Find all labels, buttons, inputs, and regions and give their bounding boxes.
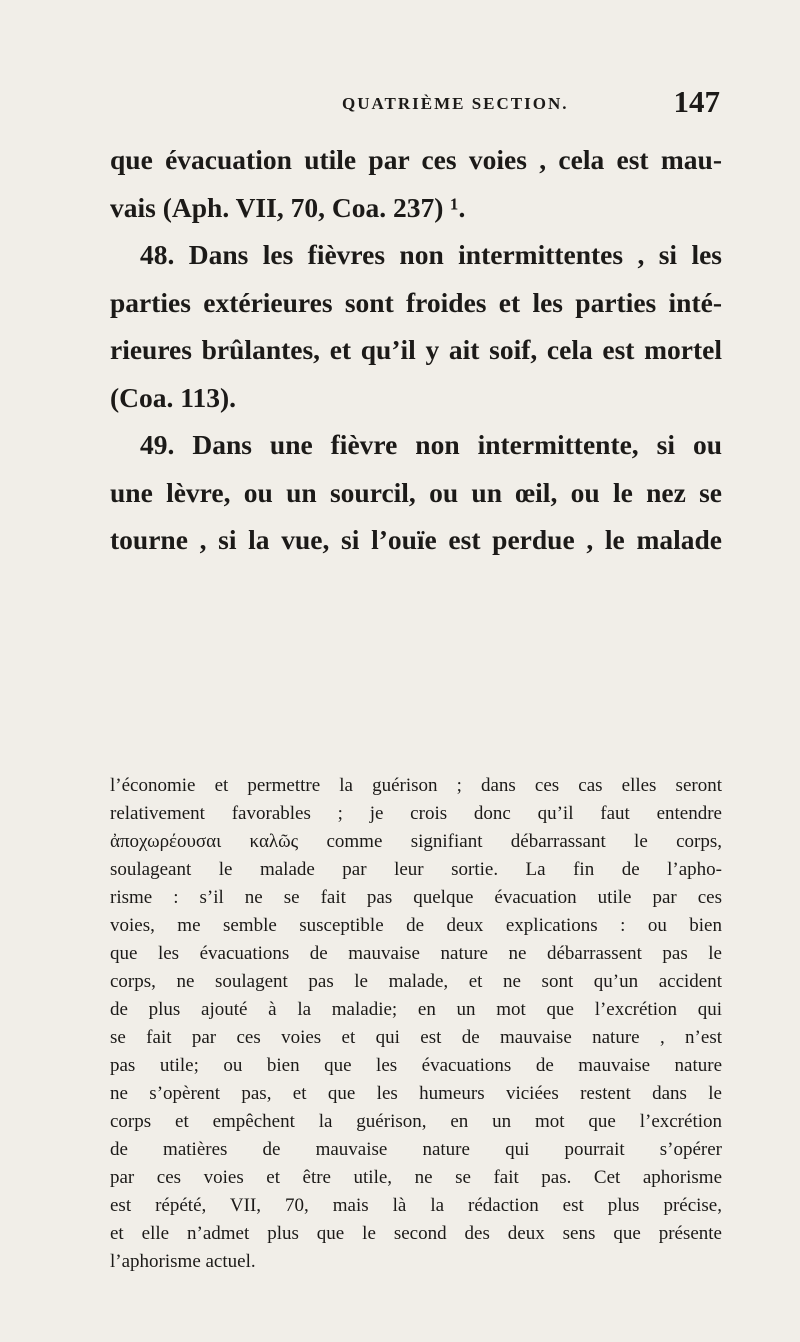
body-line: que évacuation utile par ces voies , cela est mau-	[110, 144, 722, 175]
note-line: risme : s’il ne se fait pas quelque évacuation utile par ces	[110, 887, 722, 908]
note-line: l’aphorisme actuel.	[110, 1251, 256, 1272]
body-line: rieures brûlantes, et qu’il y ait soif, cela est mortel	[110, 334, 722, 365]
note-line: ne s’opèrent pas, et que les humeurs viciées restent dans le	[110, 1083, 722, 1104]
note-line: relativement favorables ; je crois donc qu’il faut entendre	[110, 803, 722, 824]
footnote-text	[110, 772, 722, 1276]
aphorism-49-line: 49. Dans une fièvre non intermittente, si ou	[140, 429, 722, 460]
body-line: parties extérieures sont froides et les parties inté-	[110, 286, 722, 318]
body-line: vais (Aph. VII, 70, Coa. 237) ¹.	[110, 191, 466, 223]
note-line: soulageant le malade par leur sortie. La fin de l’apho-	[110, 859, 722, 880]
aphorism-48-line: 48. Dans les fièvres non intermittentes , si les	[140, 239, 722, 270]
note-line: ἀποχωρέουσαι καλῶς comme signifiant débarrassant le corps,	[110, 831, 722, 852]
note-line: se fait par ces voies et qui est de mauvaise nature , n’est	[110, 1027, 722, 1048]
note-line: est répété, VII, 70, mais là la rédaction est plus précise,	[110, 1195, 722, 1216]
note-line: de matières de mauvaise nature qui pourrait s’opérer	[110, 1139, 722, 1160]
note-line: voies, me semble susceptible de deux explications : ou bien	[110, 915, 722, 936]
note-line: que les évacuations de mauvaise nature ne débarrassent pas le	[110, 943, 722, 964]
main-body-text	[110, 136, 722, 564]
note-line: par ces voies et être utile, ne se fait pas. Cet aphorisme	[110, 1167, 722, 1188]
note-line: corps, ne soulagent pas le malade, et ne sont qu’un accident	[110, 971, 722, 992]
note-line: corps et empêchent la guérison, en un mot que l’excrétion	[110, 1111, 722, 1132]
page-header	[110, 84, 720, 124]
page-number: 147	[673, 84, 720, 119]
note-line: de plus ajouté à la maladie; en un mot que l’excrétion qui	[110, 999, 722, 1020]
note-line: et elle n’admet plus que le second des deux sens que présente	[110, 1223, 722, 1244]
note-line: l’économie et permettre la guérison ; dans ces cas elles seront	[110, 775, 722, 796]
body-line: tourne , si la vue, si l’ouïe est perdue , le malade	[110, 524, 722, 555]
body-line: une lèvre, ou un sourcil, ou un œil, ou le nez se	[110, 476, 722, 508]
body-line: (Coa. 113).	[110, 381, 237, 413]
note-line: pas utile; ou bien que les évacuations de mauvaise nature	[110, 1055, 722, 1076]
running-head: QUATRIÈME SECTION.	[342, 94, 569, 113]
